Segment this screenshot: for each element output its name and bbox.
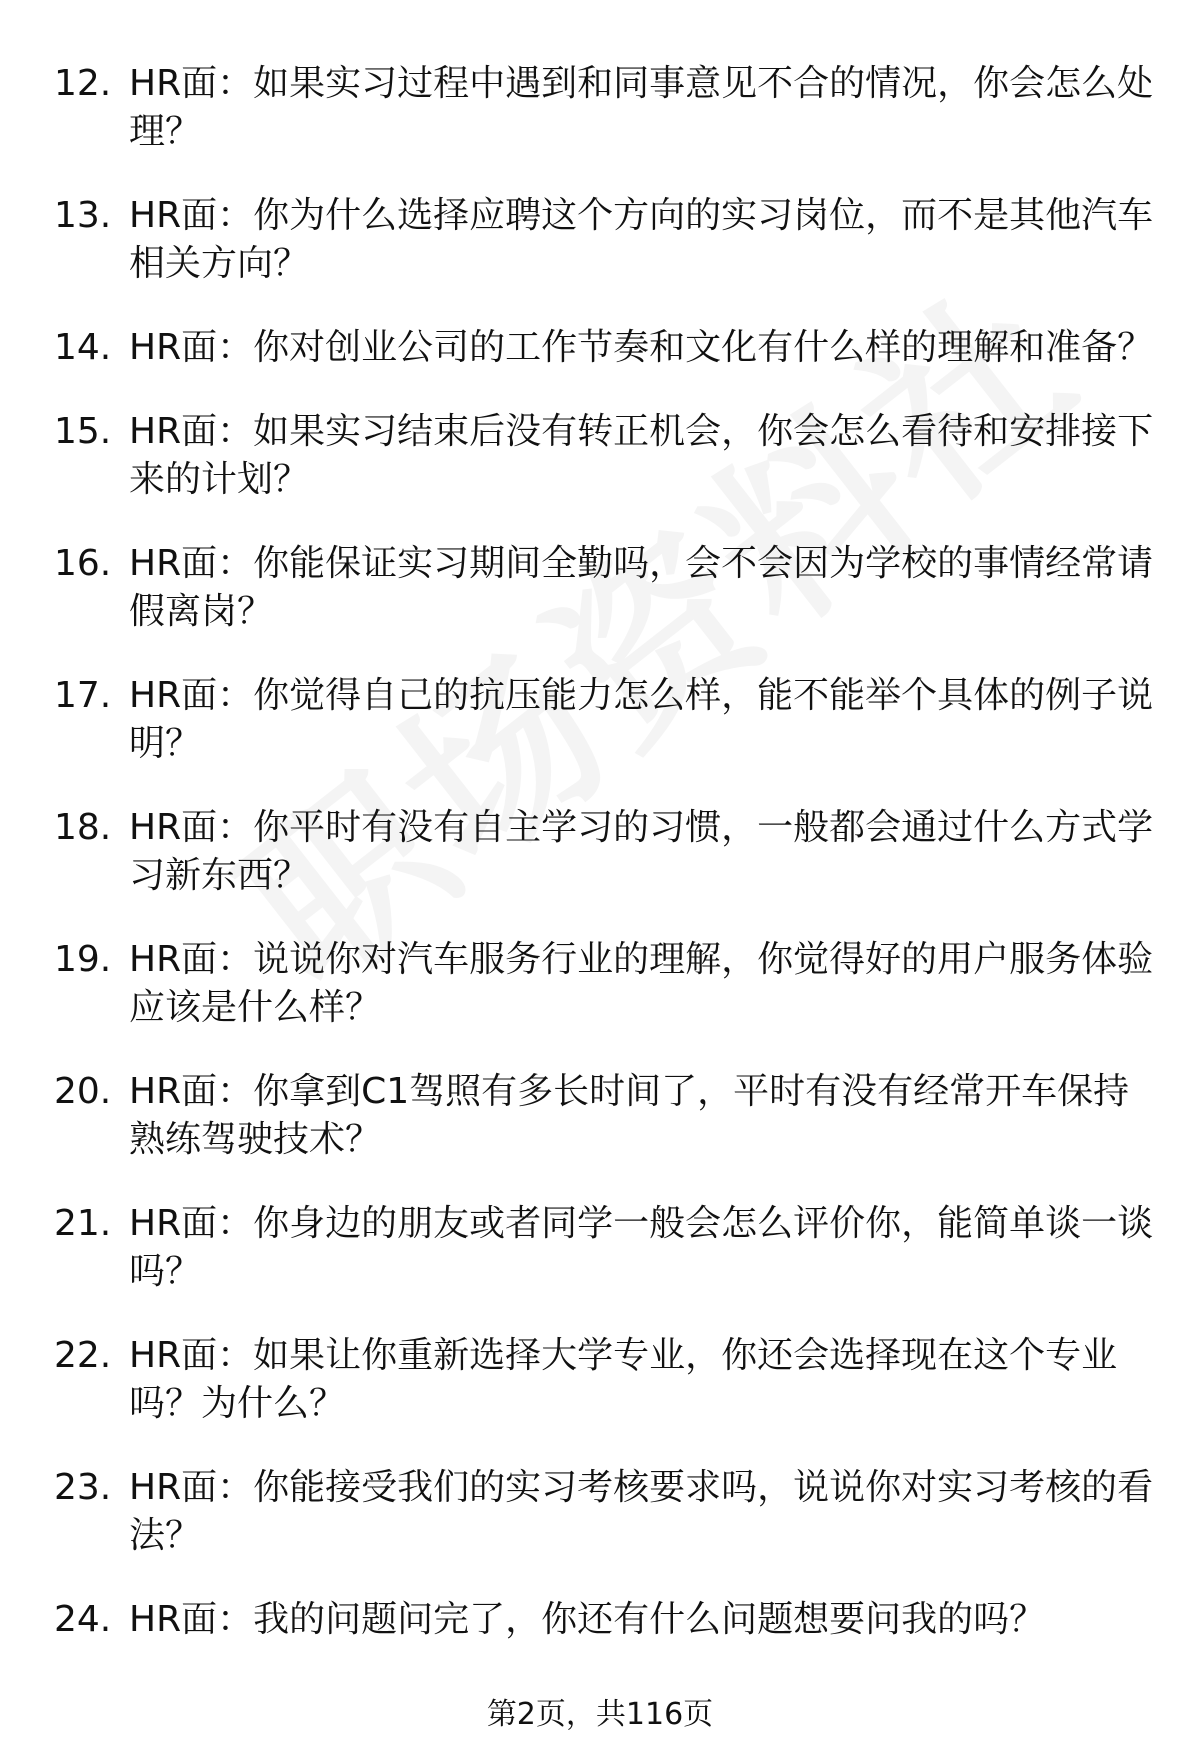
question-number: 17. bbox=[54, 675, 112, 716]
question-number: 22. bbox=[54, 1335, 112, 1376]
question-text: HR面：如果让你重新选择大学专业，你还会选择现在这个专业吗？为什么？ bbox=[129, 1335, 1118, 1424]
question-item bbox=[0, 1200, 1200, 1296]
question-number: 13. bbox=[54, 195, 112, 236]
question-item bbox=[0, 1464, 1200, 1560]
question-item bbox=[0, 1068, 1200, 1164]
question-item bbox=[0, 60, 1200, 156]
question-item bbox=[0, 672, 1200, 768]
question-number: 20. bbox=[54, 1071, 112, 1112]
question-number: 14. bbox=[54, 327, 112, 368]
question-item bbox=[0, 408, 1200, 504]
question-text: HR面：说说你对汽车服务行业的理解，你觉得好的用户服务体验应该是什么样？ bbox=[129, 939, 1154, 1028]
question-item bbox=[0, 1596, 1200, 1644]
question-text: HR面：如果实习结束后没有转正机会，你会怎么看待和安排接下来的计划？ bbox=[129, 411, 1154, 500]
question-number: 16. bbox=[54, 543, 112, 584]
question-number: 24. bbox=[54, 1599, 112, 1640]
question-number: 21. bbox=[54, 1203, 112, 1244]
question-list bbox=[0, 60, 1200, 1680]
question-item bbox=[0, 936, 1200, 1032]
question-text: HR面：你能接受我们的实习考核要求吗，说说你对实习考核的看法？ bbox=[129, 1467, 1154, 1556]
question-text: HR面：你为什么选择应聘这个方向的实习岗位，而不是其他汽车相关方向？ bbox=[129, 195, 1154, 284]
question-number: 18. bbox=[54, 807, 112, 848]
question-number: 23. bbox=[54, 1467, 112, 1508]
question-text: HR面：如果实习过程中遇到和同事意见不合的情况，你会怎么处理？ bbox=[129, 63, 1154, 152]
question-item bbox=[0, 1332, 1200, 1428]
question-text: HR面：你能保证实习期间全勤吗，会不会因为学校的事情经常请假离岗？ bbox=[129, 543, 1154, 632]
question-number: 12. bbox=[54, 63, 112, 104]
question-text: HR面：我的问题问完了，你还有什么问题想要问我的吗？ bbox=[129, 1599, 1046, 1640]
question-item bbox=[0, 324, 1200, 372]
question-item bbox=[0, 804, 1200, 900]
question-text: HR面：你觉得自己的抗压能力怎么样，能不能举个具体的例子说明？ bbox=[129, 675, 1154, 764]
question-number: 15. bbox=[54, 411, 112, 452]
question-item bbox=[0, 192, 1200, 288]
question-item bbox=[0, 540, 1200, 636]
question-text: HR面：你平时有没有自主学习的习惯，一般都会通过什么方式学习新东西？ bbox=[129, 807, 1154, 896]
page-footer: 第2页，共116页 bbox=[486, 1697, 714, 1732]
question-text: HR面：你身边的朋友或者同学一般会怎么评价你，能简单谈一谈吗？ bbox=[129, 1203, 1154, 1292]
question-text: HR面：你对创业公司的工作节奏和文化有什么样的理解和准备？ bbox=[129, 327, 1154, 368]
question-text: HR面：你拿到C1驾照有多长时间了，平时有没有经常开车保持熟练驾驶技术？ bbox=[129, 1071, 1130, 1160]
question-number: 19. bbox=[54, 939, 112, 980]
